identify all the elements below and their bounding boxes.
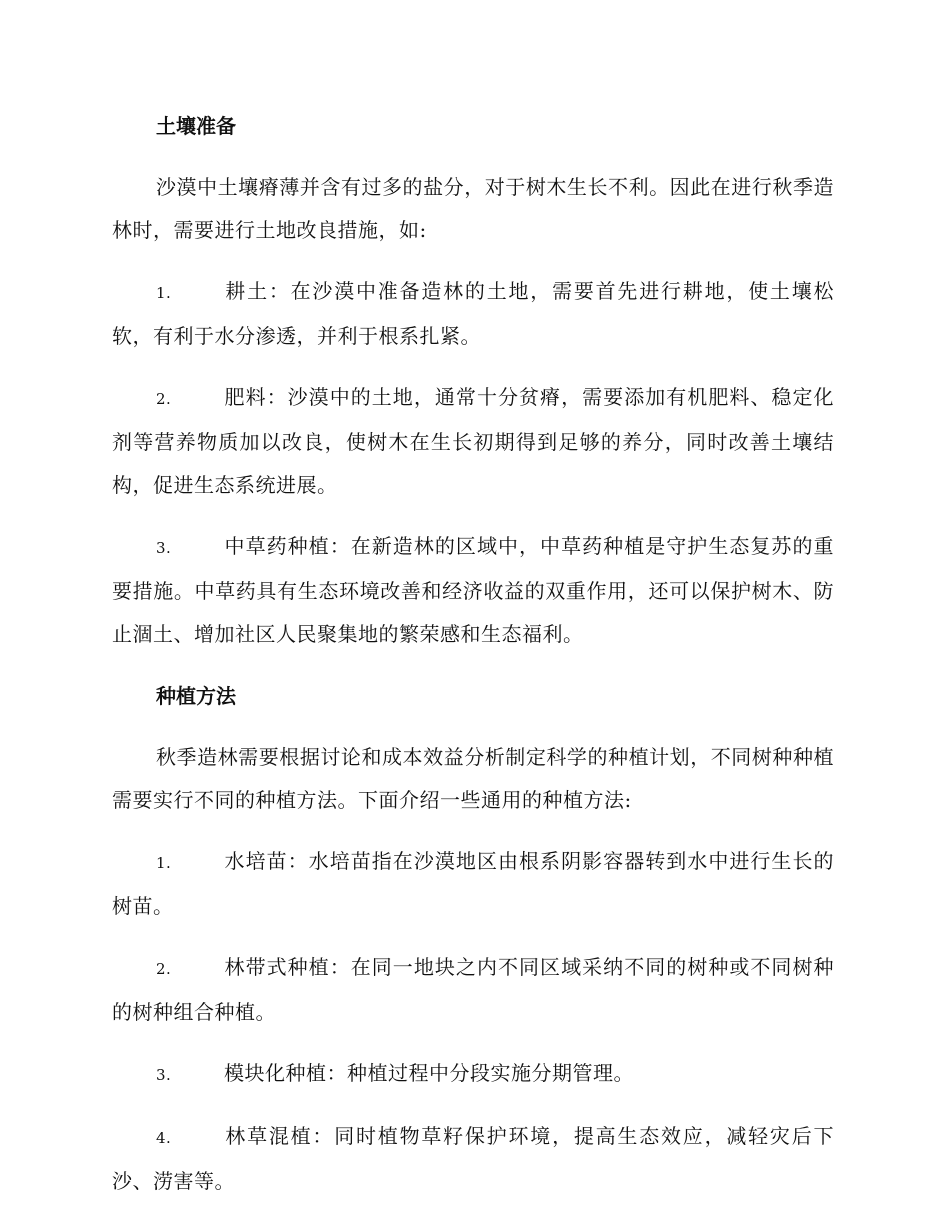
list-item [112,376,834,507]
list-item [112,1115,834,1203]
section-intro-planting: 秋季造林需要根据讨论和成本效益分析制定科学的种植计划，不同树种种植需要实行不同的种植方法。下面介绍一些通用的种植方法: [112,745,834,812]
document-body [112,104,834,1221]
list-number: 1. [156,854,172,872]
list-item [112,525,834,656]
list-item [112,1052,834,1097]
list-item [112,270,834,358]
list-number: 3. [156,1066,172,1084]
section-intro-soil: 沙漠中土壤瘠薄并含有过多的盐分，对于树木生长不利。因此在进行秋季造林时，需要进行土地改良措施，如: [112,175,834,242]
section-heading-planting: 种植方法 [156,684,236,708]
list-number: 4. [156,1129,172,1147]
list-item-text: 模块化种植：种植过程中分段实施分期管理。 [224,1061,634,1085]
list-number: 3. [156,539,172,557]
list-item-text: 耕土：在沙漠中准备造林的土地，需要首先进行耕地，使土壤松软，有利于水分渗透，并利于根系扎紧。 [112,279,834,348]
list-item-text: 林草混植：同时植物草籽保护环境，提高生态效应，减轻灾后下沙、涝害等。 [112,1124,834,1193]
list-item-text: 水培苗：水培苗指在沙漠地区由根系阴影容器转到水中进行生长的树苗。 [112,849,834,918]
list-item [112,840,834,928]
list-item [112,946,834,1034]
list-number: 2. [156,960,172,978]
list-item-text: 林带式种植：在同一地块之内不同区域采纳不同的树种或不同树种的树种组合种植。 [112,955,834,1024]
list-item-text: 肥料：沙漠中的土地，通常十分贫瘠，需要添加有机肥料、稳定化剂等营养物质加以改良，使树木在生长初期得到足够的养分，同时改善土壤结构，促进生态系统进展。 [112,385,834,497]
list-item-text: 中草药种植：在新造林的区域中，中草药种植是守护生态复苏的重要措施。中草药具有生态环境改善和经济收益的双重作用，还可以保护树木、防止涸土、增加社区人民聚集地的繁荣感和生态福利。 [112,534,834,646]
section-heading-soil: 土壤准备 [156,114,236,138]
list-number: 2. [156,390,172,408]
list-number: 1. [156,284,172,302]
